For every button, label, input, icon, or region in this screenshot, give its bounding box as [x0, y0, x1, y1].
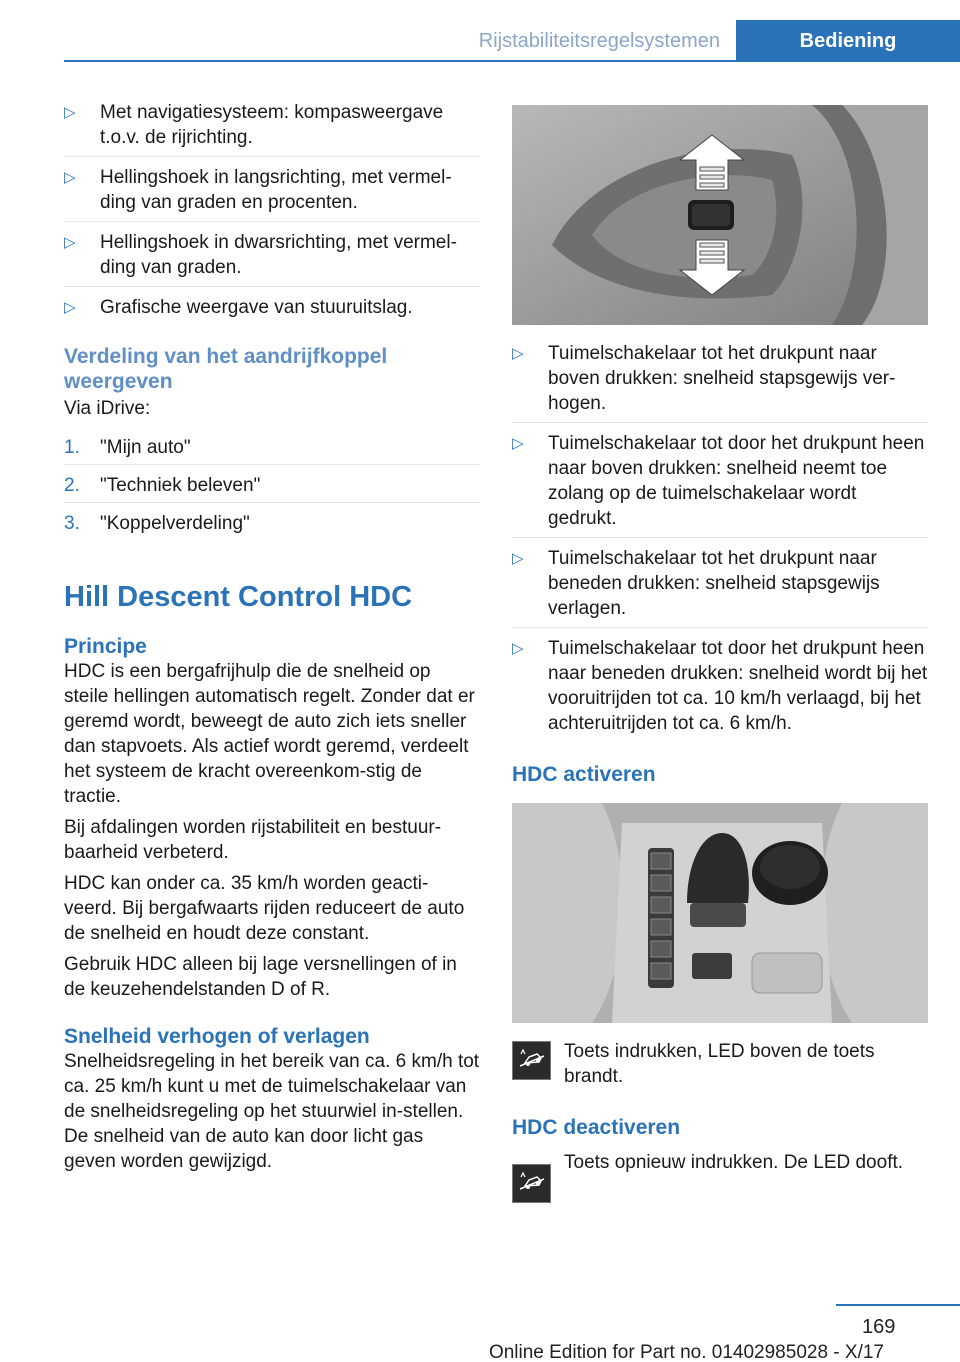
display-options-list — [64, 100, 480, 320]
list-item: ▷ Tuimelschakelaar tot het drukpunt naar boven drukken: snelheid stapsgewijs ver-hogen. — [512, 341, 928, 423]
header-rule — [64, 60, 960, 62]
page-header — [64, 20, 960, 62]
triangle-right-icon: ▷ — [64, 169, 76, 186]
speed-paragraph: Snelheidsregeling in het bereik van ca. 6 km/h tot ca. 25 km/h kunt u met de tuimelschakelaar van de snelheidsregeling op het stuurwiel in-stellen. De snelheid van de auto kan door licht gas geven worden gewijzigd. — [64, 1051, 480, 1172]
steering-wheel-illustration — [512, 105, 928, 325]
list-item: ▷ Tuimelschakelaar tot door het drukpunt heen naar boven drukken: snelheid neemt toe zolang op de tuimelschakelaar wordt gedrukt. — [512, 431, 928, 538]
principle-paragraph: Gebruik HDC alleen bij lage versnellingen of in de keuzehendelstanden D of R. — [64, 954, 457, 1000]
idrive-steps — [64, 435, 480, 540]
steering-wheel-rocker-image — [512, 105, 928, 325]
principle-heading: Principe — [64, 635, 147, 658]
principle-paragraph: Bij afdalingen worden rijstabiliteit en bestuur-baarheid verbeterd. — [64, 817, 442, 863]
left-column — [64, 100, 480, 1180]
triangle-right-icon: ▷ — [64, 234, 76, 251]
via-idrive: Via iDrive: — [64, 398, 151, 419]
hdc-deactivate-instruction — [512, 1150, 928, 1190]
triangle-right-icon: ▷ — [64, 299, 76, 316]
principle-paragraph: HDC is een bergafrijhulp die de snelheid op steile hellingen automatisch regelt. Zonder dat er geremd wordt, beweegt de auto zich iets sneller dan stapvoets. Als actief wordt geremd, verdeelt het systeem de kracht overeenkom-stig de tractie. — [64, 661, 475, 807]
list-item: ▷ Grafische weergave van stuuruitslag. — [64, 297, 413, 318]
list-item: ▷ Hellingshoek in dwarsrichting, met vermel-ding van graden. — [64, 230, 480, 287]
list-item: ▷ Tuimelschakelaar tot het drukpunt naar beneden drukken: snelheid stapsgewijs verlagen. — [512, 546, 928, 628]
header-chapter-tab — [736, 20, 960, 62]
triangle-right-icon: ▷ — [512, 345, 524, 362]
triangle-right-icon: ▷ — [512, 550, 524, 567]
hdc-car-slope-icon — [512, 1164, 551, 1203]
rocker-switch-list — [512, 341, 928, 736]
list-item: ▷ Met navigatiesysteem: kompasweergave t.o.v. de rijrichting. — [64, 100, 480, 157]
list-item: ▷ Hellingshoek in langsrichting, met vermel-ding van graden en procenten. — [64, 165, 480, 222]
hdc-activate-heading: HDC activeren — [512, 763, 656, 786]
hdc-activate-instruction — [512, 1039, 928, 1089]
center-console-image — [512, 803, 928, 1023]
triangle-right-icon: ▷ — [64, 104, 76, 121]
principle-paragraph: HDC kan onder ca. 35 km/h worden geacti-veerd. Bij bergafwaarts rijden reduceert de auto de snelheid en houdt deze constant. — [64, 873, 465, 944]
header-section-title: Rijstabiliteitsregelsystemen — [478, 30, 720, 52]
header-chapter-label: Bediening — [799, 29, 897, 52]
hdc-title: Hill Descent Control HDC — [64, 581, 413, 613]
list-item: 2. "Techniek beleven" — [64, 473, 480, 503]
page-number: 169 — [862, 1316, 896, 1338]
triangle-right-icon: ▷ — [512, 640, 524, 657]
list-item: 1. "Mijn auto" — [64, 435, 480, 465]
hdc-deactivate-text: Toets opnieuw indrukken. De LED dooft. — [564, 1152, 904, 1173]
hdc-deactivate-heading: HDC deactiveren — [512, 1116, 681, 1139]
speed-heading: Snelheid verhogen of verlagen — [64, 1025, 370, 1048]
center-console-illustration — [512, 803, 928, 1023]
edition-note: Online Edition for Part no. 01402985028 - X/17 — [488, 1342, 884, 1362]
triangle-right-icon: ▷ — [512, 435, 524, 452]
hdc-car-slope-icon — [512, 1041, 551, 1080]
torque-heading: Verdeling van het aandrijfkoppel weergeven — [64, 345, 388, 393]
footer-rule — [836, 1304, 960, 1306]
list-item: ▷ Tuimelschakelaar tot door het drukpunt heen naar beneden drukken: snelheid wordt bij het vooruitrijden tot ca. 10 km/h verlaagd, bij het achteruitrijden tot ca. 6 km/h. — [512, 638, 928, 734]
list-item: 3. "Koppelverdeling" — [64, 513, 250, 534]
right-column — [512, 105, 928, 1190]
hdc-activate-text: Toets indrukken, LED boven de toets brandt. — [564, 1041, 875, 1087]
